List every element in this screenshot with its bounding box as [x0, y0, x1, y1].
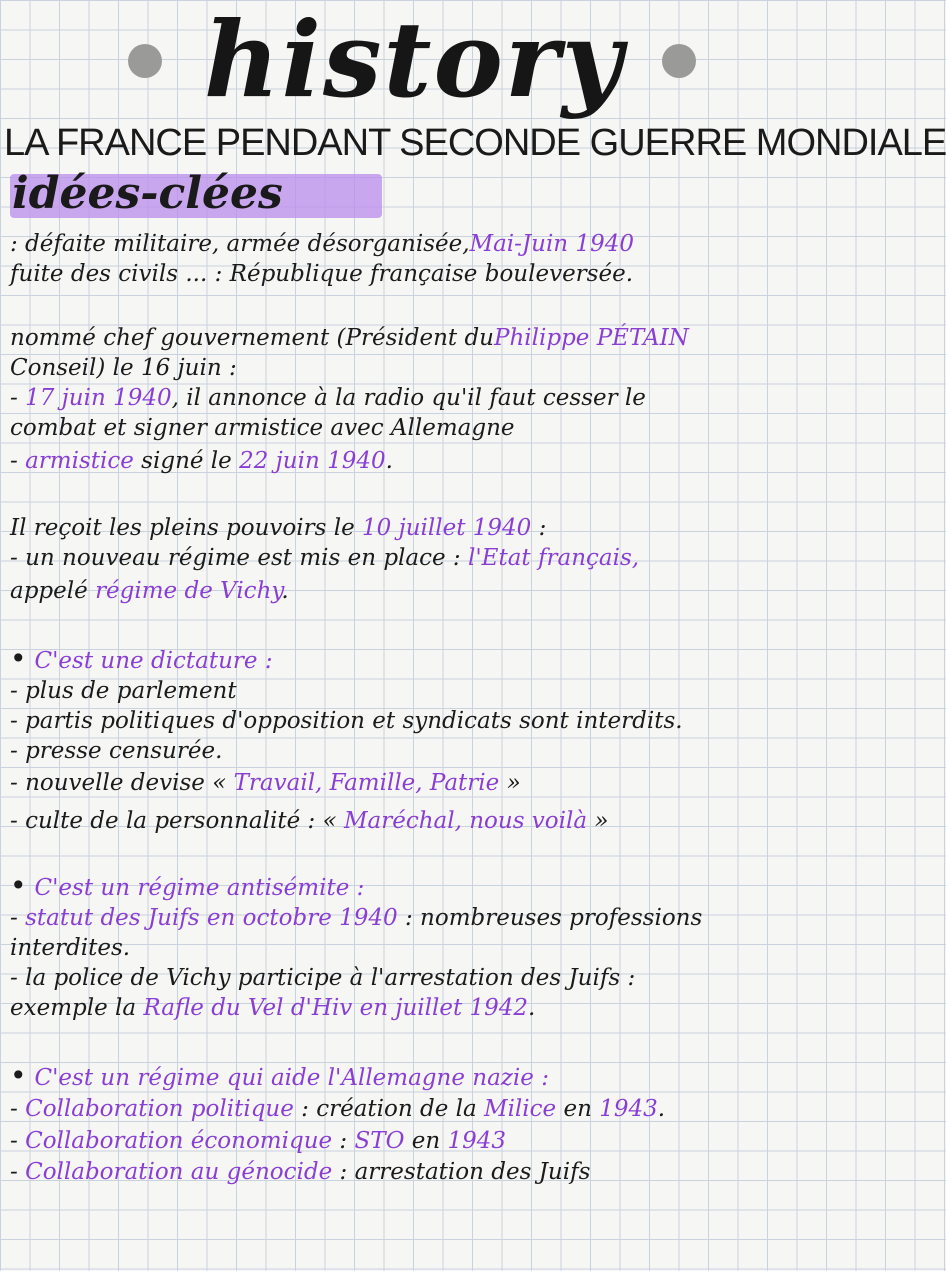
note-line: [10, 512, 828, 544]
highlighted-text: régime de Vichy: [95, 578, 282, 604]
highlighted-text: Collaboration au génocide: [25, 1159, 333, 1185]
note-text: - presse censurée.: [10, 738, 223, 764]
highlighted-text: 10 juillet 1940: [362, 515, 532, 541]
note-text: :: [332, 1128, 355, 1154]
note-line: [10, 992, 828, 1024]
note-line: [10, 767, 828, 799]
note-text: -: [10, 905, 26, 931]
note-text: Conseil) le 16 juin :: [10, 355, 237, 381]
section-heading: idées-clées: [12, 168, 283, 219]
bullet-point: •: [10, 1059, 27, 1092]
note-line: [10, 932, 828, 964]
highlighted-text: Maréchal, nous voilà: [343, 808, 588, 834]
note-text: -: [10, 1096, 26, 1122]
note-line: [10, 962, 828, 994]
note-text: : création de la: [293, 1096, 485, 1122]
note-text: Il reçoit les pleins pouvoirs le: [10, 515, 363, 541]
highlighted-text: armistice: [25, 448, 134, 474]
highlighted-text: 17 juin 1940: [25, 385, 172, 411]
note-text: : défaite militaire, armée désorganisée,: [10, 231, 470, 257]
highlighted-text: Mai-Juin 1940: [469, 231, 634, 257]
note-line: [10, 1093, 828, 1125]
note-text: - la police de Vichy participe à l'arrestation des Juifs :: [10, 965, 636, 991]
highlighted-text: 1943: [447, 1128, 507, 1154]
highlighted-text: Milice: [484, 1096, 557, 1122]
note-text: »: [587, 808, 609, 834]
note-text: , il annonce à la radio qu'il faut cesser le: [171, 385, 646, 411]
note-line: [10, 735, 828, 767]
highlighted-text: C'est un régime antisémite :: [34, 875, 365, 901]
note-text: signé le: [133, 448, 240, 474]
note-line: [10, 228, 828, 260]
note-line: [10, 1125, 828, 1157]
note-text: »: [499, 770, 521, 796]
highlighted-text: Collaboration politique: [25, 1096, 294, 1122]
highlighted-text: l'Etat français,: [468, 545, 640, 571]
note-text: -: [10, 448, 26, 474]
note-line: [10, 1060, 828, 1092]
note-text: exemple la: [10, 995, 144, 1021]
note-line: [10, 902, 828, 934]
note-line: [10, 412, 828, 444]
note-text: en: [404, 1128, 448, 1154]
note-text: -: [10, 385, 26, 411]
highlighted-text: Travail, Famille, Patrie: [233, 770, 500, 796]
note-line: [10, 805, 828, 837]
bullet-point: •: [10, 642, 27, 675]
note-text: : nombreuses professions: [397, 905, 703, 931]
highlighted-text: 22 juin 1940: [239, 448, 386, 474]
highlighted-text: Collaboration économique: [25, 1128, 333, 1154]
note-line: [10, 322, 828, 354]
highlighted-text: Philippe PÉTAIN: [493, 325, 689, 351]
note-text: : arrestation des Juifs: [332, 1159, 591, 1185]
note-text: interdites.: [10, 935, 131, 961]
highlighted-text: Rafle du Vel d'Hiv en juillet 1942: [143, 995, 529, 1021]
note-line: [10, 382, 828, 414]
note-line: [10, 675, 828, 707]
highlighted-text: C'est un régime qui aide l'Allemagne nazie :: [34, 1065, 549, 1091]
page-title: history: [203, 0, 625, 121]
note-text: nommé chef gouvernement (Président du: [10, 325, 494, 351]
note-text: en: [556, 1096, 600, 1122]
note-line: [10, 352, 828, 384]
note-text: .: [528, 995, 536, 1021]
note-text: - culte de la personnalité : «: [10, 808, 344, 834]
note-line: [10, 542, 828, 574]
note-text: .: [281, 578, 289, 604]
note-text: -: [10, 1159, 26, 1185]
note-text: - partis politiques d'opposition et syndicats sont interdits.: [10, 708, 683, 734]
note-text: - nouvelle devise «: [10, 770, 234, 796]
highlighted-text: C'est une dictature :: [34, 648, 273, 674]
note-text: - plus de parlement: [10, 678, 237, 704]
note-text: - un nouveau régime est mis en place :: [10, 545, 468, 571]
note-line: [10, 445, 828, 477]
note-line: [10, 870, 828, 902]
note-text: fuite des civils ... : République française bouleversée.: [10, 261, 634, 287]
note-text: -: [10, 1128, 26, 1154]
note-text: combat et signer armistice avec Allemagne: [10, 415, 515, 441]
highlighted-text: STO: [354, 1128, 405, 1154]
note-line: [10, 1156, 828, 1188]
note-text: .: [385, 448, 393, 474]
highlighted-text: statut des Juifs en octobre 1940: [25, 905, 398, 931]
note-line: [10, 258, 828, 290]
note-line: [10, 705, 828, 737]
note-line: [10, 575, 828, 607]
note-line: [10, 643, 828, 675]
note-text: appelé: [10, 578, 96, 604]
bullet-point: •: [10, 869, 27, 902]
page-subtitle: LA FRANCE PENDANT SECONDE GUERRE MONDIALE: [4, 122, 946, 164]
note-text: :: [531, 515, 547, 541]
highlighted-text: 1943: [599, 1096, 658, 1122]
note-text: .: [657, 1096, 666, 1122]
